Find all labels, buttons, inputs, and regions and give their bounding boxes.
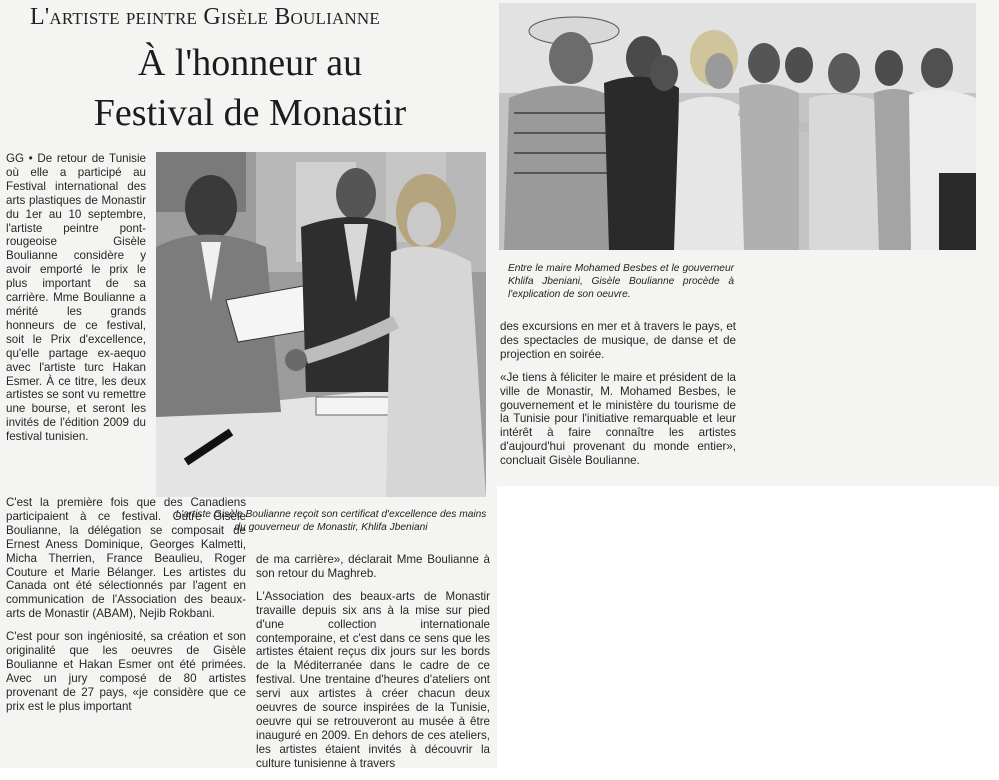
article-kicker: L'artiste peintre Gisèle Boulianne — [30, 4, 380, 30]
award-photo-illustration — [156, 152, 486, 497]
group-photo-illustration — [499, 3, 976, 250]
column-intro — [6, 152, 146, 453]
column-3-paragraph-1: de ma carrière», déclarait Mme Boulianne à son retour du Maghreb. — [256, 553, 490, 580]
column-2 — [6, 496, 246, 723]
headline-line-2: Festival de Monastir — [93, 92, 407, 134]
group-photo — [499, 3, 976, 250]
headline-line-1: À l'honneur au — [137, 42, 363, 84]
column-3-paragraph-2: L'Association des beaux-arts de Monastir travaille depuis six ans à la mise sur pied d'une collection internationale contemporaine, et c'est dans ce sens que les artistes étaient reçus dix jours sur les bords de la Méditerranée dans le cadre de ce festival. Une trentaine d'heures d'ateliers ont servi aux artistes à créer chacun deux oeuvres de source inspirées de la Tunisie, oeuvre qui se retrouveront au musée à être inauguré en 2009. En dehors de ces ateliers, les artistes étaient invités à découvrir la culture tunisienne à travers — [256, 589, 490, 770]
column-2-paragraph-1: C'est la première fois que des Canadiens participaient à ce festival. Outre Gisèle Boulianne, la délégation se composait de Ernest Aness Dominique, Georges Kalmetti, Micha Therrien, France Beaulieu, Roger Couture et Marie Bélanger. Les artistes du Canada ont été sélectionnés par l'agent en communication de l'Association des beaux-arts de Monastir (ABAM), Nejib Rokbani. — [6, 496, 246, 621]
column-3 — [256, 553, 490, 780]
award-photo-caption: L'artiste Gisèle Boulianne reçoit son certificat d'excellence des mains du gouverneur de Monastir, Khlifa Jbeniani — [175, 509, 487, 533]
article-headline — [20, 38, 480, 138]
right-column — [500, 320, 736, 477]
group-photo-caption: Entre le maire Mohamed Besbes et le gouverneur Khlifa Jbeniani, Gisèle Boulianne procède à l'explication de son oeuvre. — [508, 263, 734, 300]
right-column-paragraph-2: «Je tiens à féliciter le maire et président de la ville de Monastir, M. Mohamed Besbes, le gouvernement et le ministère du tourisme de la Tunisie pour l'initiative remarquable et leur intérêt à faire connaître les artistes d'aujourd'hui provenant du monde entier», concluait Gisèle Boulianne. — [500, 370, 736, 468]
right-column-paragraph-1: des excursions en mer et à travers le pays, et des spectacles de musique, de danse et de projection en soirée. — [500, 320, 736, 361]
intro-paragraph: GG • De retour de Tunisie où elle a participé au Festival international des arts plastiques de Monastir du 1er au 10 septembre, l'artiste peintre pont-rougeoise Gisèle Boulianne considère y avoir emporté le prix le plus important de sa carrière. Mme Boulianne a mérité les grands honneurs de ce festival, soit le Prix d'excellence, qu'elle partage ex-aequo avec l'artiste turc Hakan Esmer. À ce titre, les deux artistes se sont vu remettre une bourse, et seront les invités de l'édition 2009 du festival tunisien. — [6, 152, 146, 444]
award-photo — [156, 152, 486, 497]
column-2-paragraph-2: C'est pour son ingéniosité, sa création et son originalité que les oeuvres de Gisèle Boulianne et Hakan Esmer ont été primées. Avec un jury composé de 80 artistes provenant de 27 pays, «je considère que ce prix est le plus important — [6, 630, 246, 713]
